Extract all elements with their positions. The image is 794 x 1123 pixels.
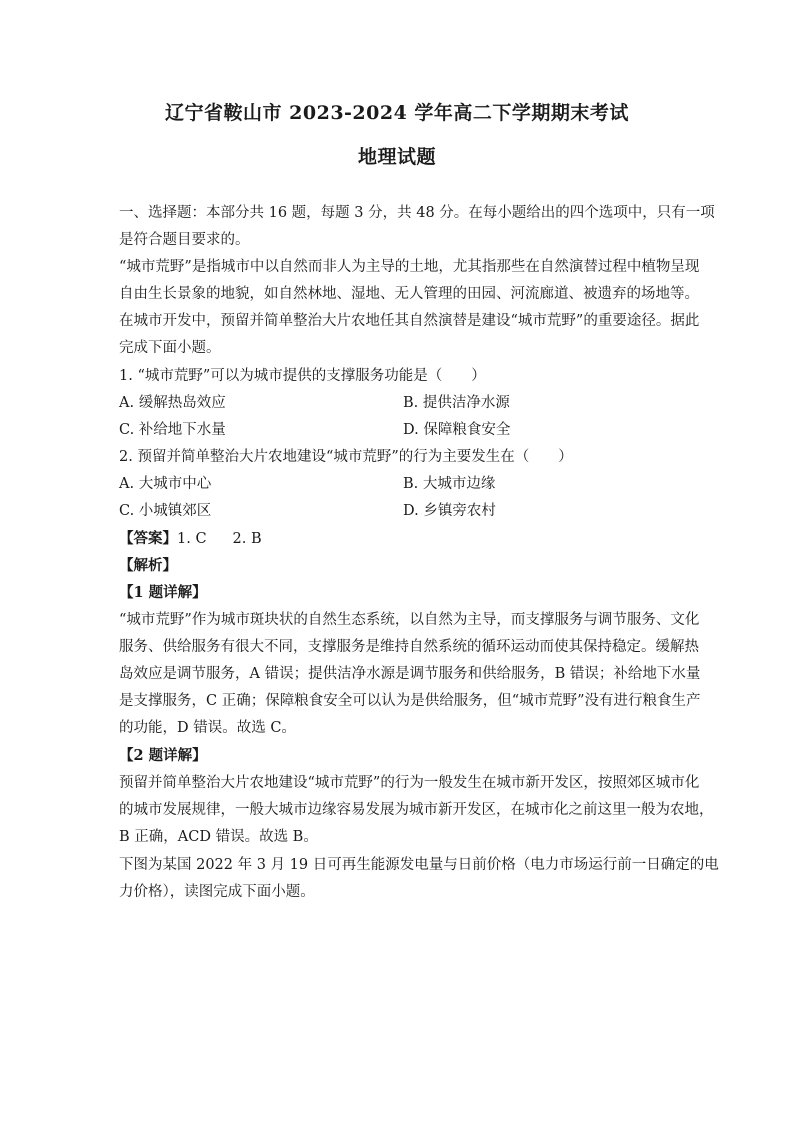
question-2-stem: 2. 预留并简单整治大片农地建设“城市荒野”的行为主要发生在（ ）	[119, 449, 573, 465]
q2-option-d: D. 乡镇旁农村	[403, 503, 496, 519]
question-1-stem: 1. “城市荒野”可以为城市提供的支撑服务功能是（ ）	[119, 368, 486, 384]
explanation-line: B 正确，ACD 错误。故选 B。	[119, 829, 318, 845]
explanation-line: 是支撑服务，C 正确；保障粮食安全可以认为是供给服务，但“城市荒野”没有进行粮食生产	[119, 693, 701, 709]
passage-line: 下图为某国 2022 年 3 月 19 日可再生能源发电量与日前价格（电力市场运行前一日确定的电	[119, 857, 719, 873]
explanation-line: 的城市发展规律，一般大城市边缘容易发展为城市新开发区，在城市化之前这里一般为农地，	[119, 802, 714, 818]
q2-option-a: A. 大城市中心	[119, 476, 212, 492]
answer-label: 【答案】	[119, 530, 177, 547]
page-title: 辽宁省鞍山市 2023-2024 学年高二下学期期末考试	[165, 102, 629, 124]
answer-line	[119, 529, 689, 549]
answer-1: 1. C	[177, 531, 207, 547]
q1-option-c: C. 补给地下水量	[119, 422, 226, 438]
passage-line: 自由生长景象的地貌，如自然林地、湿地、无人管理的田园、河流廊道、被遗弃的场地等。	[119, 286, 699, 302]
passage-line: “城市荒野”是指城市中以自然而非人为主导的土地，尤其指那些在自然演替过程中植物呈现	[119, 259, 700, 275]
explanation-line: “城市荒野”作为城市斑块状的自然生态系统，以自然为主导，而支撑服务与调节服务、文化	[119, 612, 700, 628]
passage-line: 力价格），读图完成下面小题。	[119, 884, 315, 900]
explanation-line: 预留并简单整治大片农地建设“城市荒野”的行为一般发生在城市新开发区，按照郊区城市化	[119, 775, 700, 791]
q2-option-b: B. 大城市边缘	[403, 476, 496, 492]
answer-2: 2. B	[232, 531, 262, 547]
instruction-line: 一、选择题：本部分共 16 题，每题 3 分，共 48 分。在每小题给出的四个选项中，只有一项	[119, 205, 715, 221]
q1-option-a: A. 缓解热岛效应	[119, 395, 226, 411]
instruction-line: 是符合题目要求的。	[119, 232, 250, 248]
detail-1-label: 【1 题详解】	[119, 584, 207, 601]
analysis-label: 【解析】	[119, 557, 177, 574]
passage-line: 在城市开发中，预留并简单整治大片农地任其自然演替是建设“城市荒野”的重要途径。据此	[119, 313, 700, 329]
explanation-line: 岛效应是调节服务，A 错误；提供洁净水源是调节服务和供给服务，B 错误；补给地下水量	[119, 666, 701, 682]
explanation-line: 服务、供给服务有很大不同，支撑服务是维持自然系统的循环运动而使其保持稳定。缓解热	[119, 639, 699, 655]
passage-line: 完成下面小题。	[119, 340, 221, 356]
page-subtitle: 地理试题	[357, 146, 436, 168]
detail-2-label: 【2 题详解】	[119, 747, 207, 764]
explanation-line: 的功能，D 错误。故选 C。	[119, 720, 296, 736]
q2-option-c: C. 小城镇郊区	[119, 503, 212, 519]
q1-option-b: B. 提供洁净水源	[403, 395, 510, 411]
q1-option-d: D. 保障粮食安全	[403, 422, 511, 438]
